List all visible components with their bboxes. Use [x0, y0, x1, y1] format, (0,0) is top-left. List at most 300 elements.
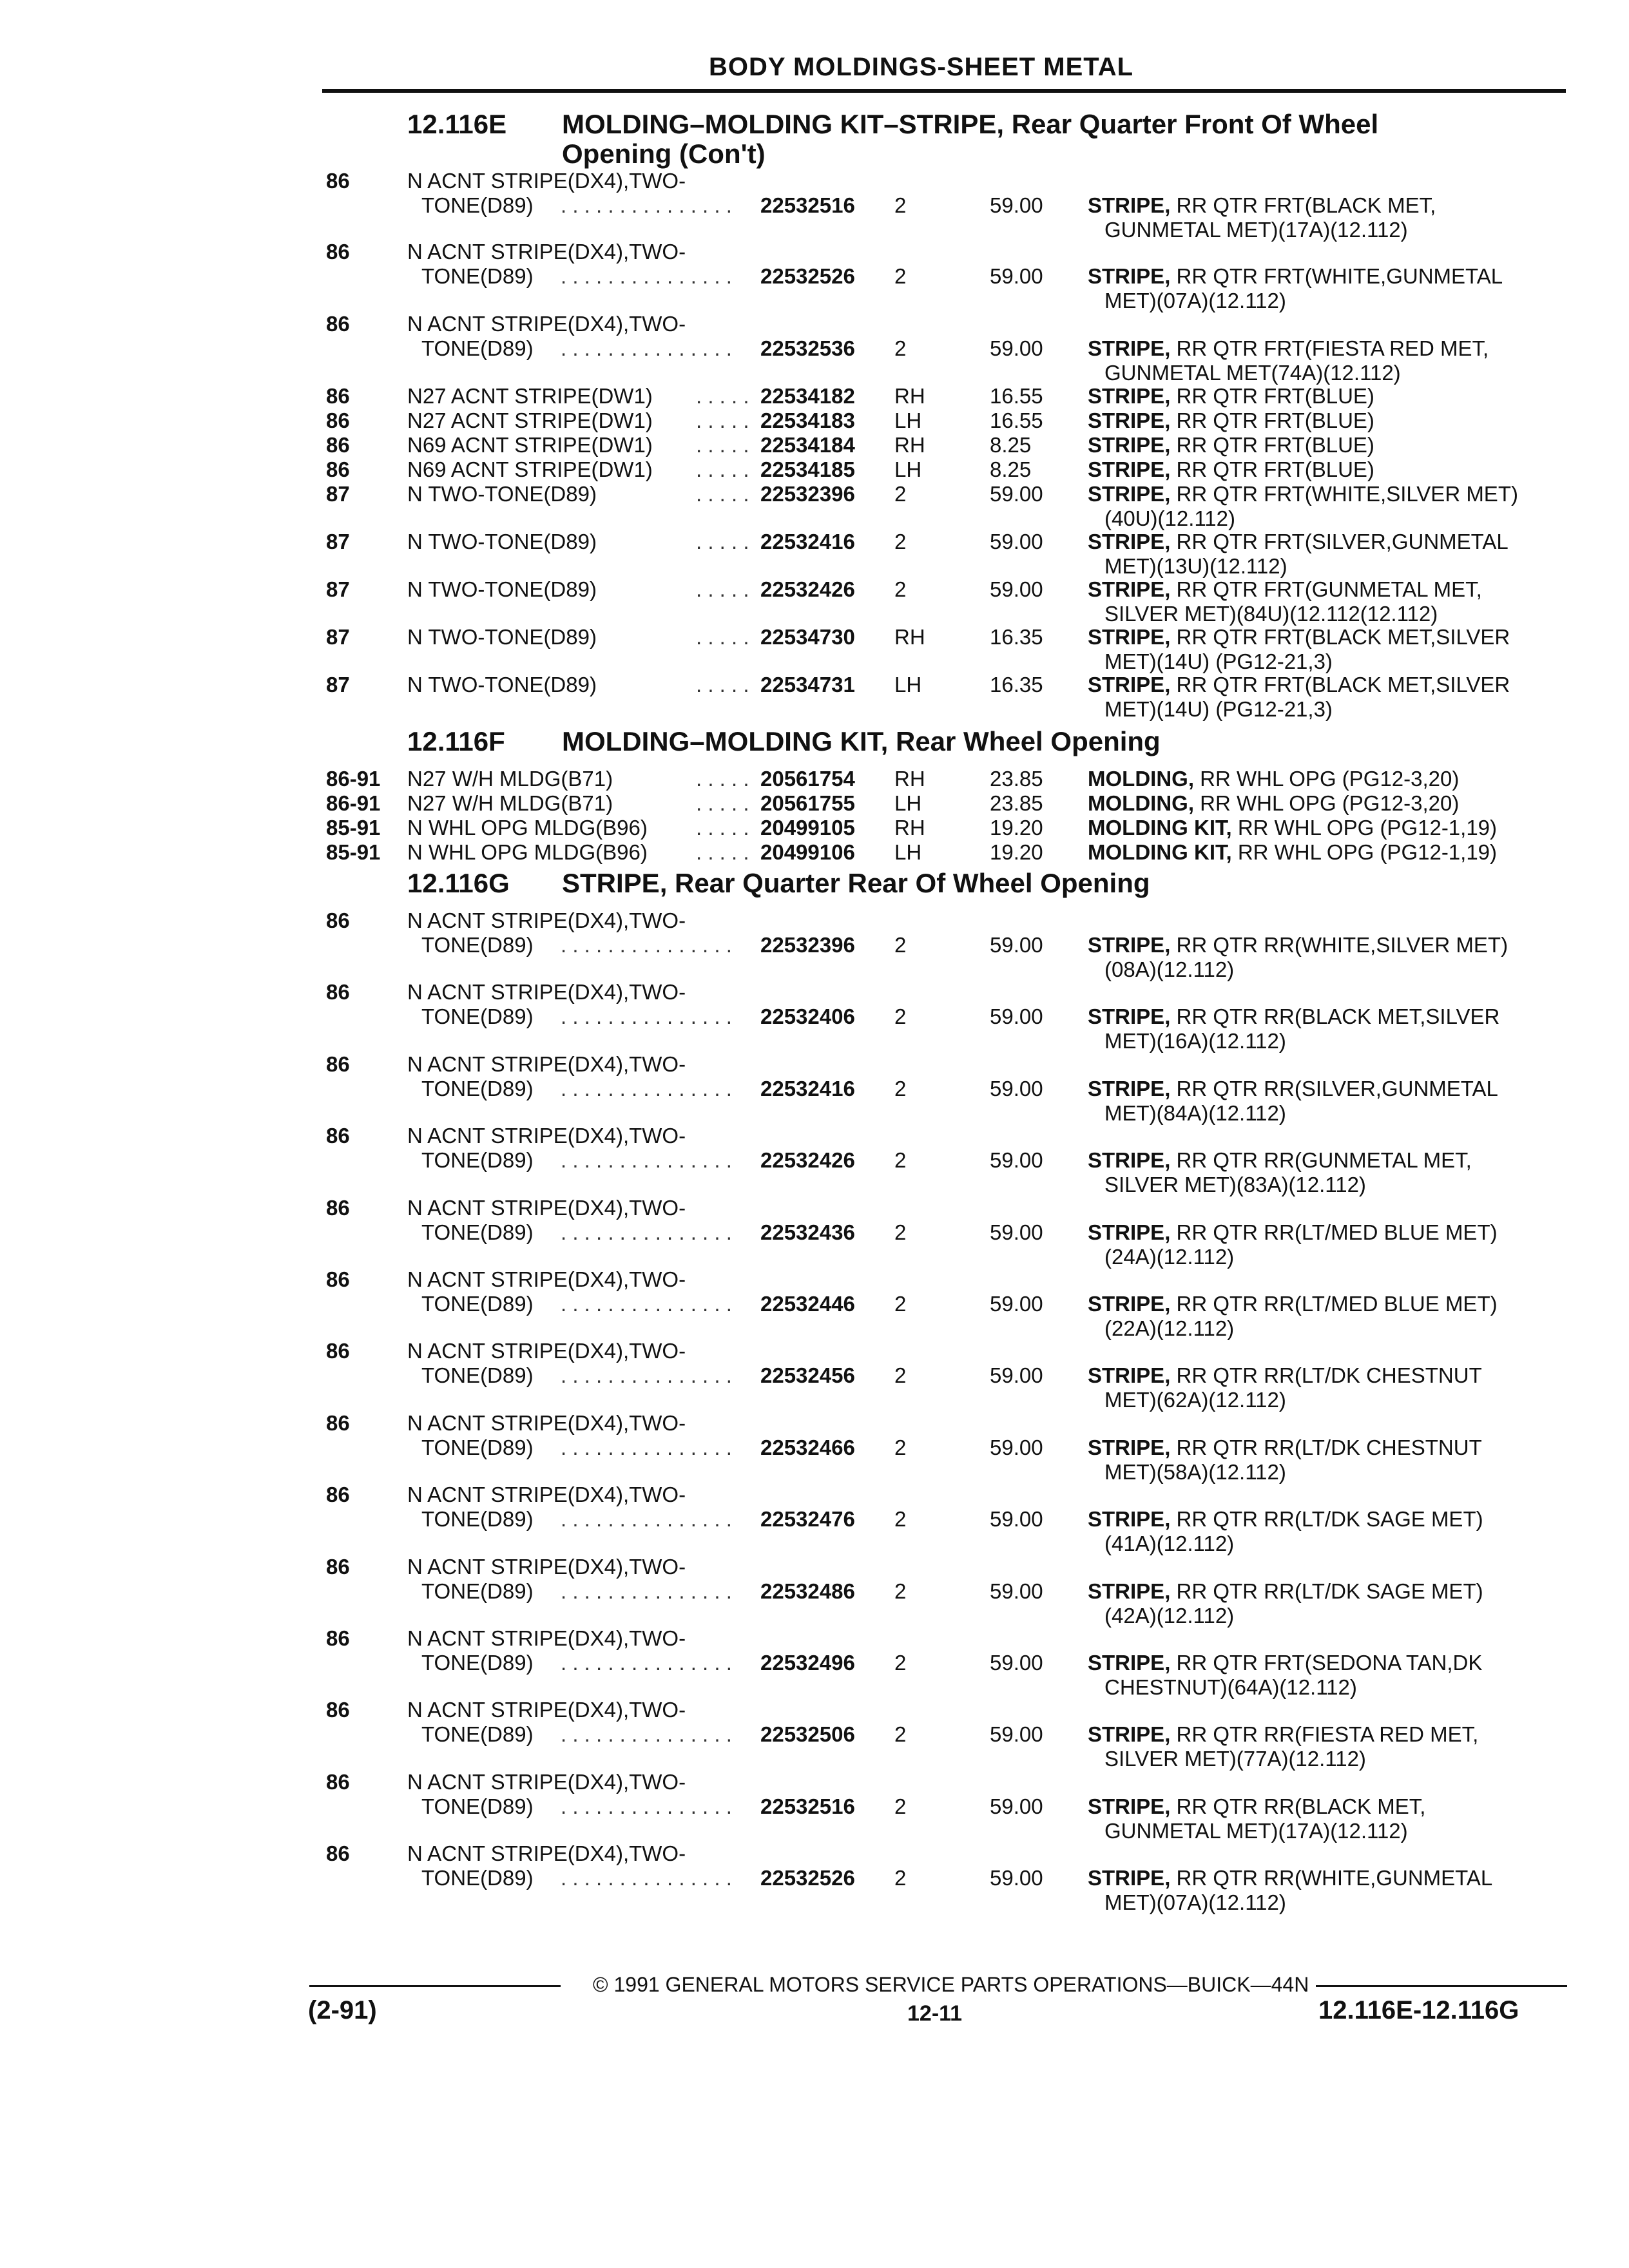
quantity: 2: [894, 1363, 907, 1387]
catalog-description-cont: GUNMETAL MET)(17A)(12.112): [1104, 1819, 1408, 1843]
model-year: 86: [326, 1770, 350, 1794]
page-number: 12-11: [907, 2001, 963, 2026]
catalog-description: [1088, 1722, 1478, 1747]
description-text: RR QTR FRT(BLUE): [1170, 433, 1374, 457]
description-text: RR QTR RR(BLACK MET,SILVER: [1170, 1004, 1500, 1028]
part-number: 20499106: [760, 840, 855, 864]
section-heading: MOLDING–MOLDING KIT, Rear Wheel Opening: [562, 726, 1161, 756]
part-number: 22532426: [760, 577, 855, 601]
catalog-description-cont: MET)(07A)(12.112): [1104, 289, 1286, 312]
catalog-description: [1088, 933, 1508, 957]
model-year: 86: [326, 1339, 350, 1363]
catalog-description: [1088, 816, 1497, 840]
description-text: RR QTR FRT(BLACK MET,SILVER: [1170, 625, 1510, 649]
section-title-f: [407, 727, 1161, 756]
description-text: RR QTR FRT(GUNMETAL MET,: [1170, 577, 1482, 601]
catalog-description-cont: SILVER MET)(83A)(12.112): [1104, 1173, 1366, 1196]
price: 16.55: [990, 408, 1043, 432]
dot-leader: . . . . . . . . . . . . . . .: [561, 1363, 732, 1387]
model-year: 86: [326, 312, 350, 336]
description-keyword: STRIPE,: [1088, 933, 1171, 957]
description-keyword: STRIPE,: [1088, 625, 1171, 649]
description-text: RR QTR RR(LT/DK CHESTNUT: [1170, 1436, 1482, 1459]
part-number: 22534185: [760, 457, 855, 481]
part-description: N ACNT STRIPE(DX4),TWO-: [407, 1267, 686, 1291]
catalog-description: [1088, 1077, 1498, 1101]
description-keyword: STRIPE,: [1088, 1077, 1171, 1100]
catalog-description: [1088, 1579, 1483, 1604]
price: 59.00: [990, 1292, 1043, 1316]
catalog-description: [1088, 791, 1459, 816]
quantity: 2: [894, 482, 907, 506]
catalog-description: [1088, 1220, 1498, 1245]
price: 8.25: [990, 457, 1032, 481]
part-number: 22532526: [760, 264, 855, 288]
part-description-cont: TONE(D89): [421, 1148, 534, 1172]
part-number: 22532396: [760, 482, 855, 506]
model-year: 86: [326, 1052, 350, 1076]
part-description: N TWO-TONE(D89): [407, 625, 597, 649]
catalog-description: [1088, 408, 1374, 433]
model-year: 86: [326, 980, 350, 1004]
catalog-description: [1088, 1363, 1482, 1388]
quantity: 2: [894, 1579, 907, 1603]
catalog-description: [1088, 457, 1374, 482]
dot-leader: . . . . .: [696, 530, 749, 553]
part-number: 22532486: [760, 1579, 855, 1603]
catalog-description: [1088, 1866, 1492, 1890]
quantity: LH: [894, 791, 922, 815]
section-number: 12.116F: [407, 726, 505, 756]
part-number: 22532516: [760, 193, 855, 217]
description-text: RR WHL OPG (PG12-1,19): [1231, 840, 1498, 864]
price: 59.00: [990, 1579, 1043, 1603]
model-year: 85-91: [326, 816, 381, 840]
catalog-description-cont: MET)(14U) (PG12-21,3): [1104, 649, 1333, 673]
footer-copyright: © 1991 GENERAL MOTORS SERVICE PARTS OPERATIONS—BUICK—44N: [593, 1973, 1309, 1996]
part-number: 22532426: [760, 1148, 855, 1172]
dot-leader: . . . . . . . . . . . . . . .: [561, 336, 732, 360]
part-description-cont: TONE(D89): [421, 1220, 534, 1244]
description-text: RR QTR FRT(BLUE): [1170, 408, 1374, 432]
quantity: 2: [894, 1436, 907, 1459]
part-description: N ACNT STRIPE(DX4),TWO-: [407, 908, 686, 932]
description-text: RR WHL OPG (PG12-3,20): [1193, 791, 1460, 815]
footer-section-range: 12.116E-12.116G: [1318, 1996, 1519, 2024]
description-text: RR QTR RR(LT/DK SAGE MET): [1170, 1507, 1483, 1531]
description-keyword: STRIPE,: [1088, 1866, 1171, 1890]
catalog-description: [1088, 433, 1374, 457]
part-number: 22532406: [760, 1004, 855, 1028]
price: 59.00: [990, 1363, 1043, 1387]
price: 23.85: [990, 767, 1043, 791]
catalog-description-cont: CHESTNUT)(64A)(12.112): [1104, 1675, 1357, 1699]
part-description: N ACNT STRIPE(DX4),TWO-: [407, 312, 686, 336]
quantity: 2: [894, 336, 907, 360]
part-number: 22532416: [760, 530, 855, 553]
part-description: N TWO-TONE(D89): [407, 482, 597, 506]
quantity: 2: [894, 1507, 907, 1531]
part-description: N ACNT STRIPE(DX4),TWO-: [407, 1124, 686, 1148]
part-description: N69 ACNT STRIPE(DW1): [407, 457, 653, 481]
description-keyword: STRIPE,: [1088, 1220, 1171, 1244]
part-description-cont: TONE(D89): [421, 1651, 534, 1675]
part-number: 22534731: [760, 673, 855, 697]
description-keyword: STRIPE,: [1088, 336, 1171, 360]
description-keyword: STRIPE,: [1088, 1579, 1171, 1603]
price: 59.00: [990, 1148, 1043, 1172]
dot-leader: . . . . . . . . . . . . . . .: [561, 933, 732, 957]
price: 59.00: [990, 264, 1043, 288]
description-keyword: STRIPE,: [1088, 1436, 1171, 1459]
catalog-description-cont: (41A)(12.112): [1104, 1532, 1235, 1555]
quantity: LH: [894, 673, 922, 697]
dot-leader: . . . . .: [696, 577, 749, 601]
model-year: 87: [326, 530, 350, 553]
price: 59.00: [990, 193, 1043, 217]
part-description: N69 ACNT STRIPE(DW1): [407, 433, 653, 457]
catalog-description: [1088, 530, 1509, 554]
description-text: RR QTR RR(GUNMETAL MET,: [1170, 1148, 1472, 1172]
part-description: N ACNT STRIPE(DX4),TWO-: [407, 1339, 686, 1363]
description-keyword: STRIPE,: [1088, 1507, 1171, 1531]
dot-leader: . . . . .: [696, 840, 749, 864]
part-description: N ACNT STRIPE(DX4),TWO-: [407, 1770, 686, 1794]
part-description: N TWO-TONE(D89): [407, 530, 597, 553]
catalog-description: [1088, 193, 1436, 218]
quantity: RH: [894, 384, 925, 408]
quantity: 2: [894, 530, 907, 553]
part-number: 22532466: [760, 1436, 855, 1459]
description-text: RR QTR FRT(FIESTA RED MET,: [1170, 336, 1489, 360]
part-number: 22532446: [760, 1292, 855, 1316]
part-description: N ACNT STRIPE(DX4),TWO-: [407, 240, 686, 264]
description-text: RR QTR FRT(BLUE): [1170, 457, 1374, 481]
model-year: 86: [326, 908, 350, 932]
section-number: 12.116E: [407, 109, 507, 139]
dot-leader: . . . . .: [696, 767, 749, 791]
catalog-description-cont: MET)(62A)(12.112): [1104, 1388, 1286, 1412]
price: 16.35: [990, 673, 1043, 697]
catalog-description: [1088, 336, 1489, 361]
part-number: 22532396: [760, 933, 855, 957]
description-text: RR QTR FRT(WHITE,SILVER MET): [1170, 482, 1518, 506]
price: 16.55: [990, 384, 1043, 408]
catalog-description-cont: MET)(14U) (PG12-21,3): [1104, 697, 1333, 721]
catalog-description-cont: (40U)(12.112): [1104, 506, 1235, 530]
part-description: N TWO-TONE(D89): [407, 577, 597, 601]
catalog-description-cont: (42A)(12.112): [1104, 1604, 1235, 1628]
dot-leader: . . . . . . . . . . . . . . .: [561, 1436, 732, 1459]
catalog-description: [1088, 1651, 1482, 1675]
dot-leader: . . . . .: [696, 457, 749, 481]
dot-leader: . . . . .: [696, 482, 749, 506]
price: 59.00: [990, 1651, 1043, 1675]
model-year: 86: [326, 1555, 350, 1579]
model-year: 86-91: [326, 791, 381, 815]
model-year: 87: [326, 673, 350, 697]
part-number: 22532476: [760, 1507, 855, 1531]
part-number: 22534730: [760, 625, 855, 649]
model-year: 86: [326, 1411, 350, 1435]
price: 59.00: [990, 1077, 1043, 1100]
model-year: 86: [326, 1267, 350, 1291]
dot-leader: . . . . . . . . . . . . . . .: [561, 1077, 732, 1100]
description-text: RR QTR RR(LT/DK SAGE MET): [1170, 1579, 1483, 1603]
price: 59.00: [990, 336, 1043, 360]
description-keyword: MOLDING,: [1088, 791, 1194, 815]
part-number: 20561754: [760, 767, 855, 791]
catalog-description: [1088, 1436, 1482, 1460]
description-text: RR QTR RR(LT/MED BLUE MET): [1170, 1220, 1498, 1244]
section-title-g: [407, 869, 1150, 898]
part-description-cont: TONE(D89): [421, 933, 534, 957]
footer-rule-left: [309, 1985, 561, 1987]
quantity: RH: [894, 433, 925, 457]
description-text: RR QTR FRT(BLACK MET,: [1170, 193, 1436, 217]
description-text: RR QTR FRT(WHITE,GUNMETAL: [1170, 264, 1503, 288]
description-text: RR QTR RR(LT/MED BLUE MET): [1170, 1292, 1498, 1316]
section-title-e: [407, 109, 1379, 169]
description-keyword: MOLDING KIT,: [1088, 840, 1232, 864]
price: 59.00: [990, 1436, 1043, 1459]
catalog-description-cont: MET)(84A)(12.112): [1104, 1101, 1286, 1125]
quantity: LH: [894, 840, 922, 864]
part-number: 22532416: [760, 1077, 855, 1100]
part-number: 22534183: [760, 408, 855, 432]
description-keyword: STRIPE,: [1088, 408, 1171, 432]
part-number: 22532456: [760, 1363, 855, 1387]
model-year: 86-91: [326, 767, 381, 791]
catalog-description: [1088, 840, 1497, 865]
catalog-description: [1088, 1148, 1472, 1173]
catalog-description: [1088, 1292, 1498, 1316]
part-description-cont: TONE(D89): [421, 1866, 534, 1890]
part-number: 22532506: [760, 1722, 855, 1746]
price: 59.00: [990, 1722, 1043, 1746]
section-heading: STRIPE, Rear Quarter Rear Of Wheel Opening: [562, 868, 1150, 898]
description-keyword: MOLDING KIT,: [1088, 816, 1232, 840]
dot-leader: . . . . . . . . . . . . . . .: [561, 1292, 732, 1316]
model-year: 87: [326, 482, 350, 506]
description-text: RR QTR RR(WHITE,SILVER MET): [1170, 933, 1509, 957]
part-number: 22532496: [760, 1651, 855, 1675]
dot-leader: . . . . . . . . . . . . . . .: [561, 193, 732, 217]
price: 59.00: [990, 933, 1043, 957]
catalog-description: [1088, 1507, 1483, 1532]
part-description-cont: TONE(D89): [421, 1004, 534, 1028]
model-year: 85-91: [326, 840, 381, 864]
model-year: 86: [326, 1626, 350, 1650]
model-year: 86: [326, 433, 350, 457]
catalog-description: [1088, 264, 1503, 289]
catalog-description: [1088, 673, 1510, 697]
part-description-cont: TONE(D89): [421, 1794, 534, 1818]
description-text: RR QTR RR(FIESTA RED MET,: [1170, 1722, 1479, 1746]
part-description-cont: TONE(D89): [421, 264, 534, 288]
part-description: N ACNT STRIPE(DX4),TWO-: [407, 1841, 686, 1865]
price: 59.00: [990, 1866, 1043, 1890]
quantity: RH: [894, 625, 925, 649]
price: 59.00: [990, 1004, 1043, 1028]
description-text: RR WHL OPG (PG12-1,19): [1231, 816, 1498, 840]
model-year: 86: [326, 457, 350, 481]
catalog-description: [1088, 384, 1374, 408]
dot-leader: . . . . . . . . . . . . . . .: [561, 1722, 732, 1746]
catalog-description: [1088, 1004, 1499, 1029]
page-header: BODY MOLDINGS-SHEET METAL: [709, 53, 1134, 81]
part-description: N ACNT STRIPE(DX4),TWO-: [407, 1196, 686, 1220]
part-description: N WHL OPG MLDG(B96): [407, 840, 648, 864]
dot-leader: . . . . . . . . . . . . . . .: [561, 1220, 732, 1244]
description-text: RR QTR RR(LT/DK CHESTNUT: [1170, 1363, 1482, 1387]
description-text: RR QTR FRT(BLACK MET,SILVER: [1170, 673, 1510, 697]
price: 19.20: [990, 840, 1043, 864]
part-number: 22532526: [760, 1866, 855, 1890]
catalog-description-cont: SILVER MET)(84U)(12.112(12.112): [1104, 602, 1438, 626]
catalog-description: [1088, 577, 1482, 602]
section-number: 12.116G: [407, 868, 510, 898]
dot-leader: . . . . . . . . . . . . . . .: [561, 1004, 732, 1028]
description-keyword: STRIPE,: [1088, 1292, 1171, 1316]
part-number: 22532436: [760, 1220, 855, 1244]
part-description-cont: TONE(D89): [421, 1363, 534, 1387]
header-rule: [322, 89, 1566, 93]
footer-revision: (2-91): [308, 1996, 377, 2024]
description-text: RR QTR FRT(SEDONA TAN,DK: [1170, 1651, 1483, 1675]
part-number: 20561755: [760, 791, 855, 815]
description-keyword: STRIPE,: [1088, 1722, 1171, 1746]
description-text: RR QTR RR(BLACK MET,: [1170, 1794, 1426, 1818]
price: 19.20: [990, 816, 1043, 840]
description-keyword: STRIPE,: [1088, 1004, 1171, 1028]
dot-leader: . . . . .: [696, 433, 749, 457]
dot-leader: . . . . .: [696, 625, 749, 649]
dot-leader: . . . . .: [696, 791, 749, 815]
description-keyword: STRIPE,: [1088, 433, 1171, 457]
footer-rule-right: [1316, 1985, 1567, 1987]
part-description: N ACNT STRIPE(DX4),TWO-: [407, 1411, 686, 1435]
dot-leader: . . . . .: [696, 673, 749, 697]
catalog-description-cont: MET)(07A)(12.112): [1104, 1890, 1286, 1914]
catalog-description-cont: (08A)(12.112): [1104, 957, 1235, 981]
description-keyword: STRIPE,: [1088, 193, 1171, 217]
description-keyword: STRIPE,: [1088, 577, 1171, 601]
catalog-description-cont: MET)(16A)(12.112): [1104, 1029, 1286, 1053]
description-text: RR QTR FRT(SILVER,GUNMETAL: [1170, 530, 1509, 553]
section-heading: MOLDING–MOLDING KIT–STRIPE, Rear Quarter Front Of Wheel: [562, 109, 1379, 139]
catalog-description: [1088, 482, 1518, 506]
catalog-description-cont: MET)(13U)(12.112): [1104, 554, 1287, 578]
description-text: RR QTR RR(SILVER,GUNMETAL: [1170, 1077, 1498, 1100]
part-description: N ACNT STRIPE(DX4),TWO-: [407, 1555, 686, 1579]
quantity: 2: [894, 1292, 907, 1316]
catalog-description: [1088, 1794, 1425, 1819]
part-description-cont: TONE(D89): [421, 1722, 534, 1746]
description-keyword: STRIPE,: [1088, 1794, 1171, 1818]
section-heading-cont: Opening (Con't): [562, 139, 766, 169]
quantity: 2: [894, 1004, 907, 1028]
model-year: 86: [326, 1841, 350, 1865]
model-year: 86: [326, 1124, 350, 1148]
quantity: LH: [894, 457, 922, 481]
quantity: 2: [894, 1722, 907, 1746]
catalog-description-cont: SILVER MET)(77A)(12.112): [1104, 1747, 1366, 1771]
part-description: N ACNT STRIPE(DX4),TWO-: [407, 1052, 686, 1076]
part-number: 22532536: [760, 336, 855, 360]
part-description: N WHL OPG MLDG(B96): [407, 816, 648, 840]
price: 59.00: [990, 577, 1043, 601]
part-description: N ACNT STRIPE(DX4),TWO-: [407, 1698, 686, 1722]
part-description: N27 ACNT STRIPE(DW1): [407, 384, 653, 408]
part-description: N ACNT STRIPE(DX4),TWO-: [407, 980, 686, 1004]
model-year: 86: [326, 408, 350, 432]
part-description-cont: TONE(D89): [421, 193, 534, 217]
quantity: 2: [894, 193, 907, 217]
part-description: N ACNT STRIPE(DX4),TWO-: [407, 1483, 686, 1506]
dot-leader: . . . . .: [696, 816, 749, 840]
description-text: RR WHL OPG (PG12-3,20): [1193, 767, 1460, 791]
part-description-cont: TONE(D89): [421, 336, 534, 360]
part-number: 22534182: [760, 384, 855, 408]
catalog-description-cont: MET)(58A)(12.112): [1104, 1460, 1286, 1484]
description-keyword: STRIPE,: [1088, 457, 1171, 481]
description-keyword: STRIPE,: [1088, 482, 1171, 506]
part-description-cont: TONE(D89): [421, 1077, 534, 1100]
model-year: 86: [326, 384, 350, 408]
part-description: N ACNT STRIPE(DX4),TWO-: [407, 169, 686, 193]
price: 59.00: [990, 1794, 1043, 1818]
quantity: LH: [894, 408, 922, 432]
dot-leader: . . . . . . . . . . . . . . .: [561, 1148, 732, 1172]
model-year: 86: [326, 1698, 350, 1722]
part-description: N27 ACNT STRIPE(DW1): [407, 408, 653, 432]
description-keyword: STRIPE,: [1088, 1651, 1171, 1675]
model-year: 87: [326, 577, 350, 601]
part-number: 20499105: [760, 816, 855, 840]
part-description: N27 W/H MLDG(B71): [407, 767, 613, 791]
dot-leader: . . . . .: [696, 384, 749, 408]
catalog-description: [1088, 625, 1510, 649]
quantity: RH: [894, 767, 925, 791]
description-keyword: STRIPE,: [1088, 673, 1171, 697]
price: 59.00: [990, 482, 1043, 506]
quantity: 2: [894, 1148, 907, 1172]
dot-leader: . . . . .: [696, 408, 749, 432]
description-keyword: STRIPE,: [1088, 384, 1171, 408]
quantity: 2: [894, 1220, 907, 1244]
price: 59.00: [990, 1220, 1043, 1244]
model-year: 86: [326, 240, 350, 264]
description-keyword: STRIPE,: [1088, 264, 1171, 288]
description-keyword: STRIPE,: [1088, 1363, 1171, 1387]
catalog-description-cont: GUNMETAL MET)(17A)(12.112): [1104, 218, 1408, 242]
price: 59.00: [990, 1507, 1043, 1531]
model-year: 86: [326, 1196, 350, 1220]
description-text: RR QTR RR(WHITE,GUNMETAL: [1170, 1866, 1493, 1890]
part-description-cont: TONE(D89): [421, 1436, 534, 1459]
part-number: 22532516: [760, 1794, 855, 1818]
catalog-description-cont: (22A)(12.112): [1104, 1316, 1235, 1340]
description-keyword: STRIPE,: [1088, 530, 1171, 553]
quantity: 2: [894, 1077, 907, 1100]
dot-leader: . . . . . . . . . . . . . . .: [561, 1794, 732, 1818]
description-keyword: MOLDING,: [1088, 767, 1194, 791]
price: 59.00: [990, 530, 1043, 553]
part-description: N TWO-TONE(D89): [407, 673, 597, 697]
part-description: N27 W/H MLDG(B71): [407, 791, 613, 815]
model-year: 86: [326, 169, 350, 193]
